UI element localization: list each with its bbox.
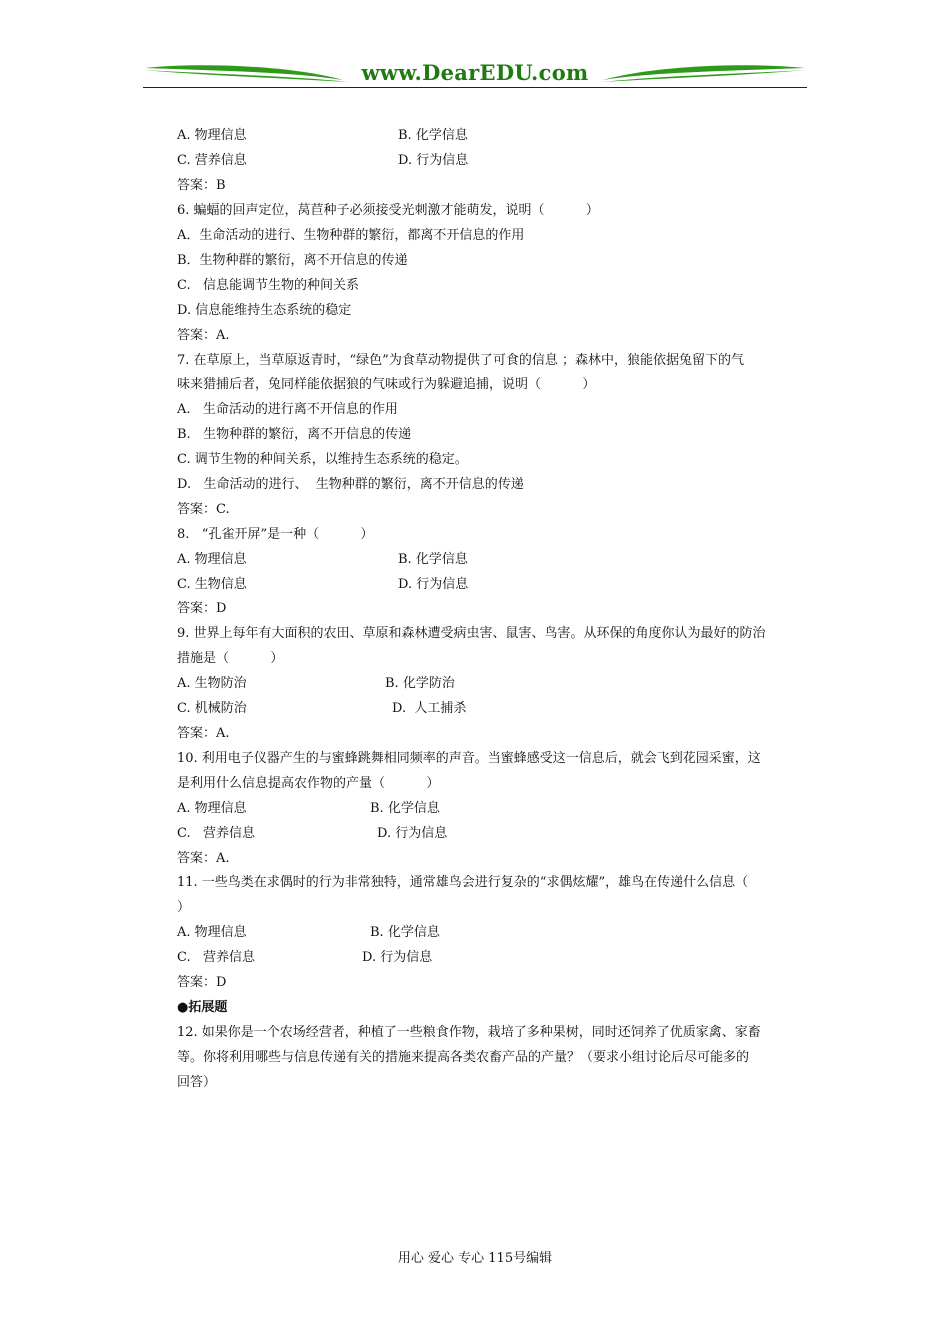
page-footer: 用心 爱心 专心 115号编辑 xyxy=(397,1251,553,1266)
option-d: D. 行为信息 xyxy=(398,153,469,168)
option-a: A. 生命活动的进行离不开信息的作用 xyxy=(177,402,398,417)
question-stem: 12. 如果你是一个农场经营者，种植了一些粮食作物，栽培了多种果树，同时还饲养了优质家禽、家畜 xyxy=(177,1025,761,1040)
option-a: A．生命活动的进行、生物种群的繁衍，都离不开信息的作用 xyxy=(177,228,525,243)
option-b: B. 化学防治 xyxy=(385,676,455,691)
answer-line: 答案：D xyxy=(177,975,227,990)
option-b: B．生物种群的繁衍，离不开信息的传递 xyxy=(177,253,408,268)
question-stem: 10. 利用电子仪器产生的与蜜蜂跳舞相同频率的声音。当蜜蜂感受这一信息后，就会飞到花园采蜜，这 xyxy=(177,751,761,766)
site-logo-text[interactable]: www.DearEDU.com xyxy=(361,60,589,85)
question-stem-continued: ） xyxy=(177,900,191,915)
answer-line: 答案：C. xyxy=(177,502,230,517)
question-stem: 8. “孔雀开屏”是一种（ ） xyxy=(177,527,374,542)
option-d: D. 行为信息 xyxy=(377,826,448,841)
option-c: C. 生物信息 xyxy=(177,577,247,592)
option-b: B. 化学信息 xyxy=(370,925,440,940)
option-c: C. 调节生物的种间关系，以维持生态系统的稳定。 xyxy=(177,452,468,467)
option-c: C. 营养信息 xyxy=(177,826,256,841)
option-d: D. 生命活动的进行、 生物种群的繁衍，离不开信息的传递 xyxy=(177,477,524,492)
option-d: D. 行为信息 xyxy=(398,577,469,592)
option-b: B. 化学信息 xyxy=(398,552,468,567)
question-stem-continued: 味来猎捕后者，兔同样能依据狼的气味或行为躲避追捕，说明（ ） xyxy=(177,377,596,392)
header-divider xyxy=(143,87,807,88)
question-stem: 9. 世界上每年有大面积的农田、草原和森林遭受病虫害、鼠害、鸟害。从环保的角度你认为最好的防治 xyxy=(177,626,766,641)
answer-line: 答案：A. xyxy=(177,726,230,741)
option-c: C. 营养信息 xyxy=(177,950,256,965)
option-b: B. 化学信息 xyxy=(370,801,440,816)
answer-line: 答案：A. xyxy=(177,851,230,866)
site-header xyxy=(143,58,807,94)
question-stem: 11. 一些鸟类在求偶时的行为非常独特，通常雄鸟会进行复杂的“求偶炫耀”，雄鸟在传递什么信息（ xyxy=(177,875,749,890)
question-stem-continued: 等。你将利用哪些与信息传递有关的措施来提高各类农畜产品的产量？（要求小组讨论后尽可能多的 xyxy=(177,1050,750,1065)
option-a: A. 物理信息 xyxy=(177,925,247,940)
option-c: C. 信息能调节生物的种间关系 xyxy=(177,278,360,293)
option-d: D. 行为信息 xyxy=(362,950,433,965)
option-b: B. 生物种群的繁衍，离不开信息的传递 xyxy=(177,427,412,442)
option-c: C. 营养信息 xyxy=(177,153,247,168)
question-stem-continued: 措施是（ ） xyxy=(177,651,284,666)
option-a: A. 物理信息 xyxy=(177,801,247,816)
section-heading: ●拓展题 xyxy=(177,1000,228,1015)
question-stem: 6. 蝙蝠的回声定位，莴苣种子必须接受光刺激才能萌发，说明（ ） xyxy=(177,203,599,218)
answer-line: 答案：B xyxy=(177,178,226,193)
question-stem-continued: 回答） xyxy=(177,1075,217,1090)
answer-line: 答案：A. xyxy=(177,328,230,343)
answer-line: 答案：D xyxy=(177,601,227,616)
option-c: C. 机械防治 xyxy=(177,701,247,716)
option-b: B. 化学信息 xyxy=(398,128,468,143)
option-a: A. 物理信息 xyxy=(177,128,247,143)
option-d: D. 信息能维持生态系统的稳定 xyxy=(177,303,352,318)
option-a: A. 生物防治 xyxy=(177,676,247,691)
question-stem-continued: 是利用什么信息提高农作物的产量（ ） xyxy=(177,776,440,791)
question-stem: 7. 在草原上，当草原返青时，“绿色”为食草动物提供了可食的信息 ；森林中，狼能依据兔留下的气 xyxy=(177,353,744,368)
option-d: D. 人工捕杀 xyxy=(392,701,467,716)
option-a: A. 物理信息 xyxy=(177,552,247,567)
